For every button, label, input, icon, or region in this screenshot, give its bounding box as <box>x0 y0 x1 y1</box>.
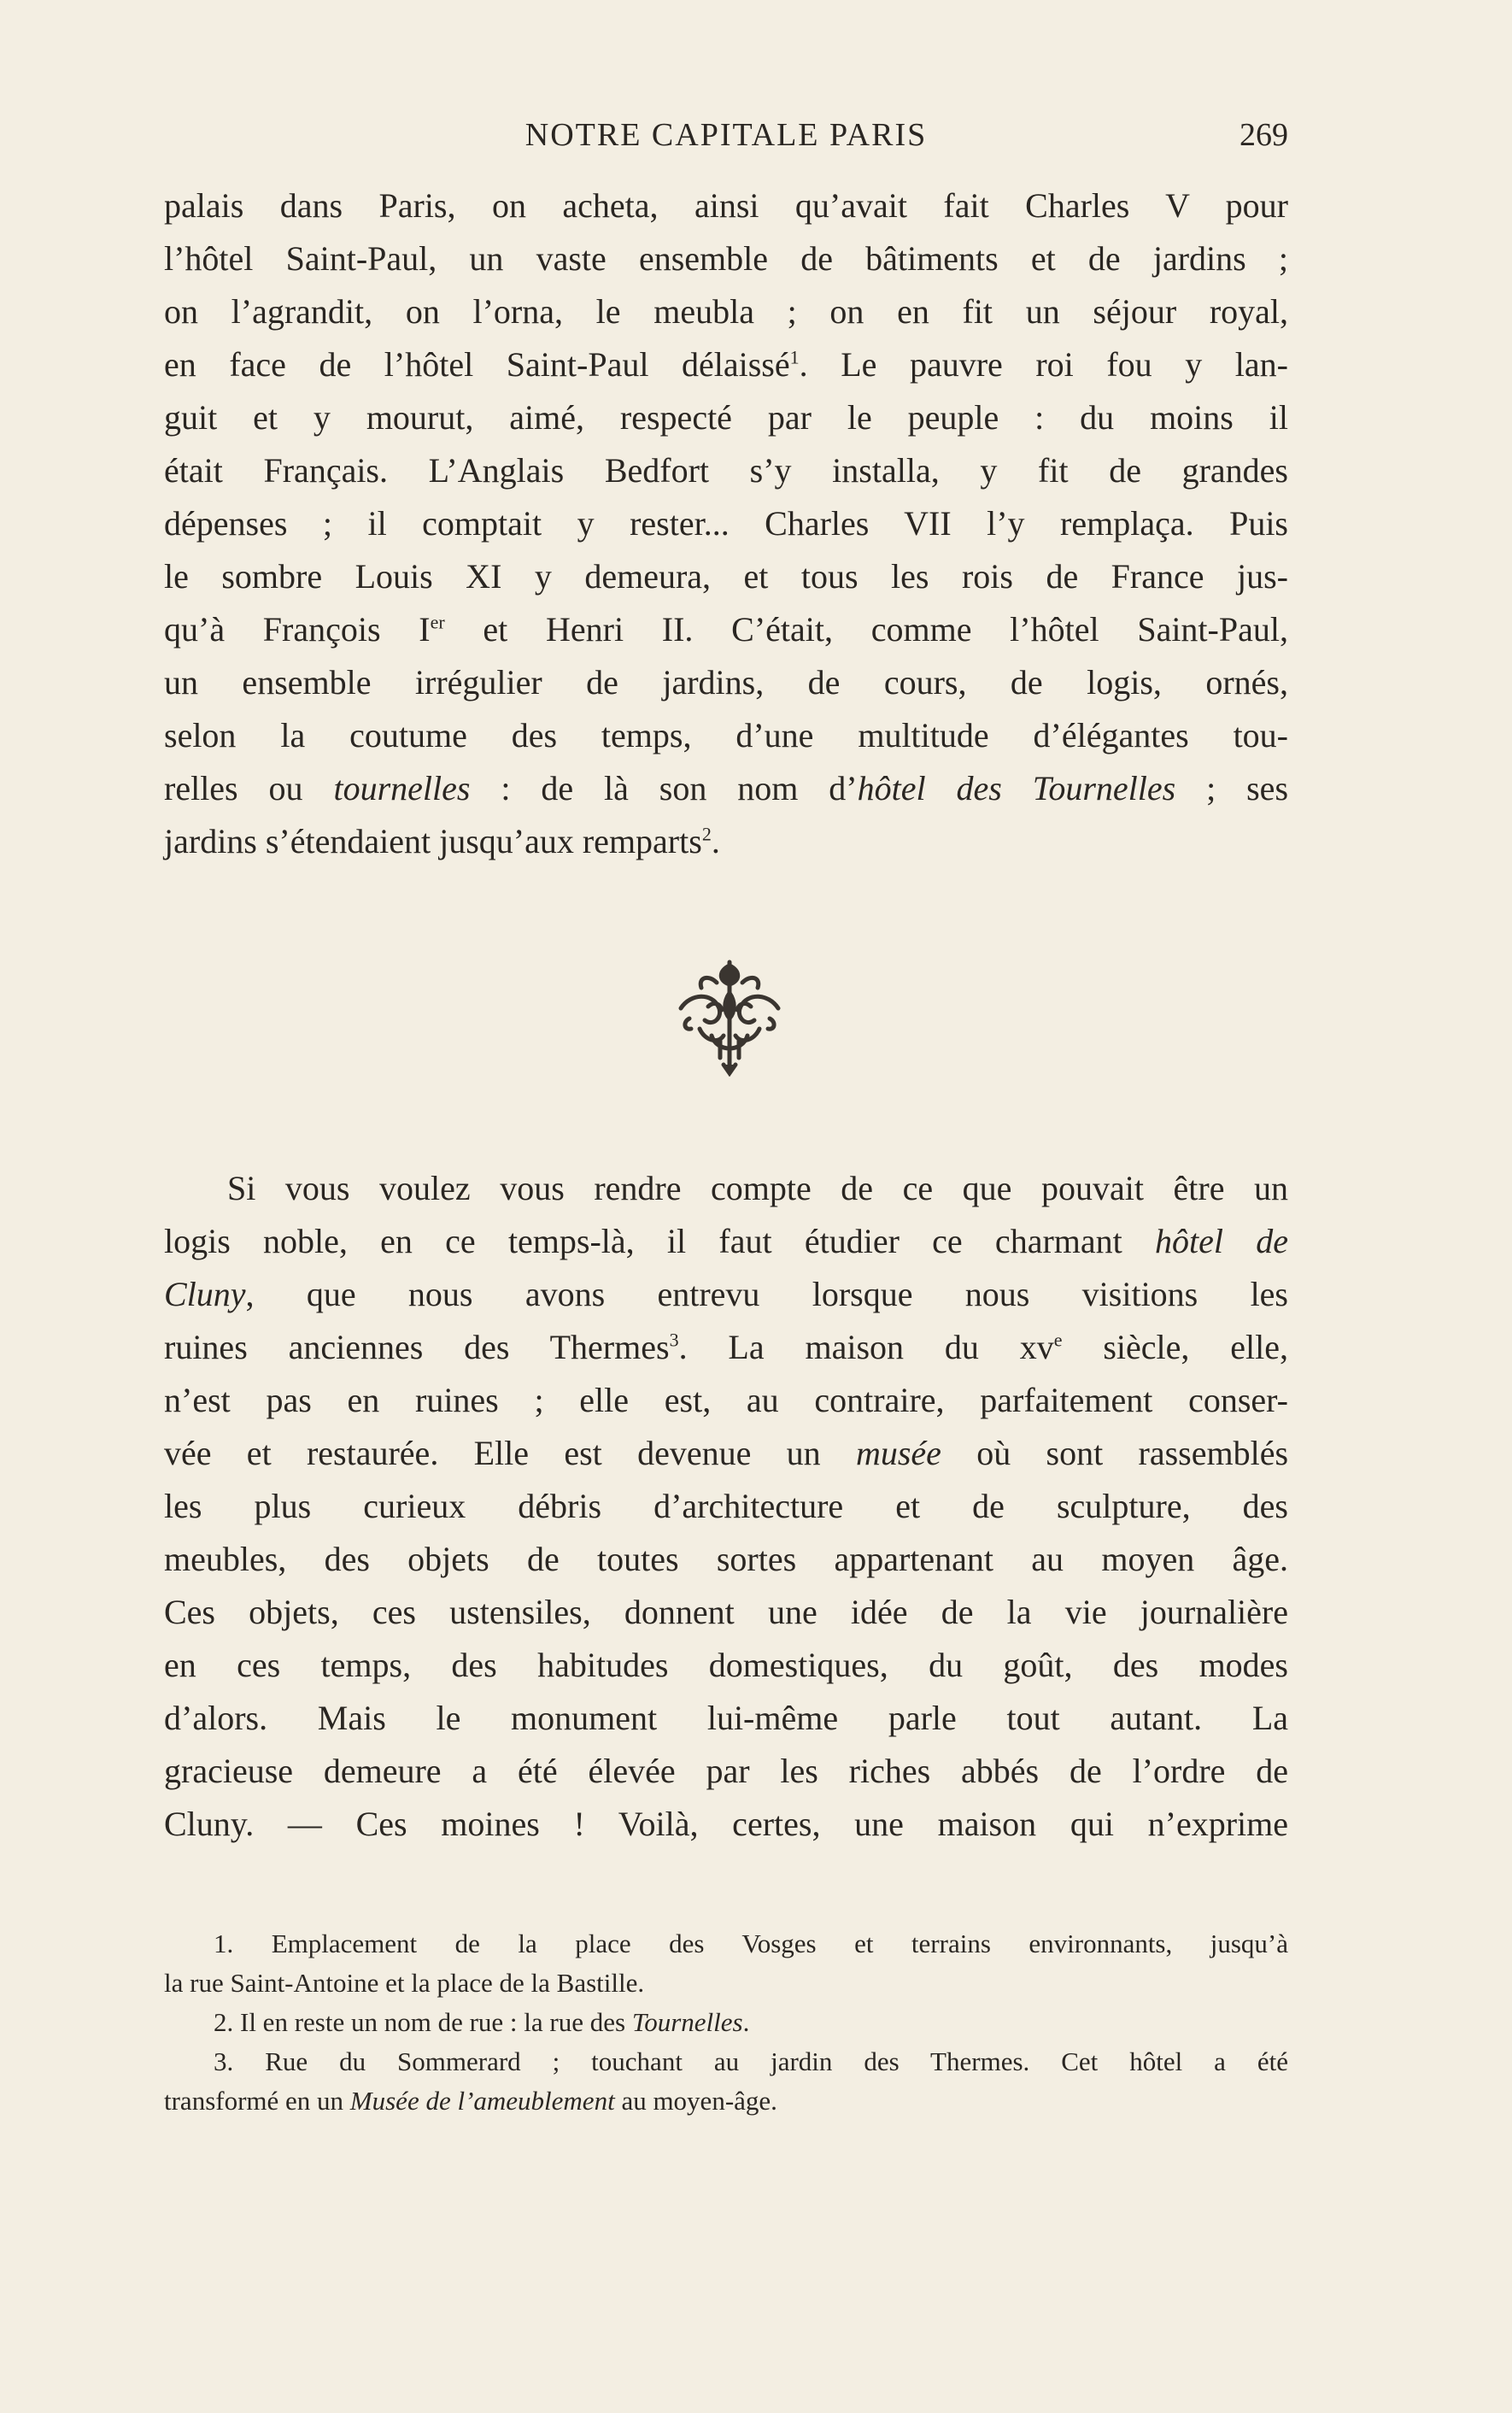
italic-term: hôtel des Tournelles <box>857 769 1176 807</box>
text-line <box>164 1268 1288 1321</box>
text-line: les plus curieux débris d’architecture et de sculpture, des <box>164 1487 1288 1525</box>
text-line: selon la coutume des temps, d’une multitude d’élégantes tou- <box>164 716 1288 754</box>
text-line: guit et y mourut, aimé, respecté par le peuple : du moins il <box>164 398 1288 437</box>
text-segment: siècle, elle, <box>1062 1328 1289 1366</box>
italic-term: tournelles <box>333 769 471 807</box>
text-segment: ruines anciennes des Thermes <box>164 1328 670 1366</box>
running-title: NOTRE CAPITALE PARIS <box>525 117 928 153</box>
text-line: l’hôtel Saint-Paul, un vaste ensemble de bâtiments et de jardins ; <box>164 239 1288 278</box>
text-line: était Français. L’Anglais Bedfort s’y installa, y fit de grandes <box>164 451 1288 490</box>
text-line: en ces temps, des habitudes domestiques, du goût, des modes <box>164 1646 1288 1684</box>
page-number: 269 <box>1239 117 1288 153</box>
running-head <box>164 109 1288 161</box>
text-segment: . Le pauvre roi fou y lan- <box>799 345 1288 384</box>
text-line: un ensemble irrégulier de jardins, de cours, de logis, ornés, <box>164 663 1288 702</box>
superscript: er <box>430 611 445 633</box>
text-segment: au moyen-âge. <box>614 2086 777 2116</box>
text-segment: . <box>742 2007 750 2037</box>
footnote-ref: 2 <box>701 823 712 845</box>
text-line <box>164 603 1288 656</box>
text-segment: vée et restaurée. Elle est devenue un <box>164 1434 821 1472</box>
footnote-ref: 3 <box>669 1329 679 1351</box>
footnote-3: 3. Rue du Sommerard ; touchant au jardin des Thermes. Cet hôtel a été <box>214 2046 1288 2076</box>
footnote-3-continued <box>164 2081 1288 2121</box>
text-line: Cluny. — Ces moines ! Voilà, certes, une maison qui n’exprime <box>164 1805 1288 1843</box>
text-segment: . <box>711 822 720 860</box>
paragraph-2 <box>164 1162 1288 1851</box>
superscript: e <box>1053 1329 1063 1351</box>
text-line: dépenses ; il comptait y rester... Charles VII l’y remplaça. Puis <box>164 504 1288 543</box>
italic-term: hôtel de <box>1155 1222 1289 1260</box>
text-line: gracieuse demeure a été élevée par les riches abbés de l’ordre de <box>164 1752 1288 1790</box>
text-segment: transformé en un <box>164 2086 344 2116</box>
text-segment: : de là son nom d’ <box>470 769 858 807</box>
text-segment: jardins s’étendaient jusqu’aux remparts <box>164 822 702 860</box>
footnote-1-continued: la rue Saint-Antoine et la place de la Bastille. <box>164 1968 645 1998</box>
text-line: le sombre Louis XI y demeura, et tous les rois de France jus- <box>164 557 1288 596</box>
text-line <box>164 762 1288 815</box>
text-segment: , que nous avons entrevu lorsque nous visitions les <box>245 1275 1288 1313</box>
text-line: Si vous voulez vous rendre compte de ce que pouvait être un <box>227 1169 1288 1207</box>
text-segment: où sont rassemblés <box>941 1434 1289 1472</box>
paragraph-1 <box>164 179 1288 868</box>
text-line: n’est pas en ruines ; elle est, au contraire, parfaitement conser- <box>164 1381 1288 1419</box>
italic-term: Musée de l’ameublement <box>349 2086 615 2116</box>
text-segment: en face de l’hôtel Saint-Paul délaissé <box>164 345 790 384</box>
italic-term: Tournelles <box>631 2007 743 2037</box>
text-line: meubles, des objets de toutes sortes appartenant au moyen âge. <box>164 1540 1288 1578</box>
italic-term: Cluny <box>164 1275 246 1313</box>
text-line: Ces objets, ces ustensiles, donnent une idée de la vie journalière <box>164 1593 1288 1631</box>
footnote-1: 1. Emplacement de la place des Vosges et terrains environnants, jusqu’à <box>214 1929 1288 1958</box>
fleuron-ornament-icon <box>674 959 785 1077</box>
text-segment: qu’à François I <box>164 610 431 649</box>
italic-term: musée <box>855 1434 941 1472</box>
footnotes <box>164 1924 1288 2121</box>
footnote-2 <box>164 2003 1288 2042</box>
text-line <box>164 1321 1288 1374</box>
text-line <box>164 338 1288 391</box>
text-line: palais dans Paris, on acheta, ainsi qu’avait fait Charles V pour <box>164 186 1288 225</box>
text-line <box>164 1427 1288 1480</box>
text-segment: relles ou <box>164 769 303 807</box>
text-line <box>164 1215 1288 1268</box>
text-segment: . La maison du xv <box>678 1328 1054 1366</box>
text-line: on l’agrandit, on l’orna, le meubla ; on en fit un séjour royal, <box>164 292 1288 331</box>
text-line: d’alors. Mais le monument lui-même parle tout autant. La <box>164 1699 1288 1737</box>
text-segment: ; ses <box>1175 769 1289 807</box>
text-segment: 2. Il en reste un nom de rue : la rue des <box>214 2007 626 2037</box>
text-segment: logis noble, en ce temps-là, il faut étudier ce charmant <box>164 1222 1122 1260</box>
text-segment: et Henri II. C’était, comme l’hôtel Saint-Paul, <box>444 610 1288 649</box>
text-line <box>164 815 1288 868</box>
footnote-ref: 1 <box>789 346 800 368</box>
